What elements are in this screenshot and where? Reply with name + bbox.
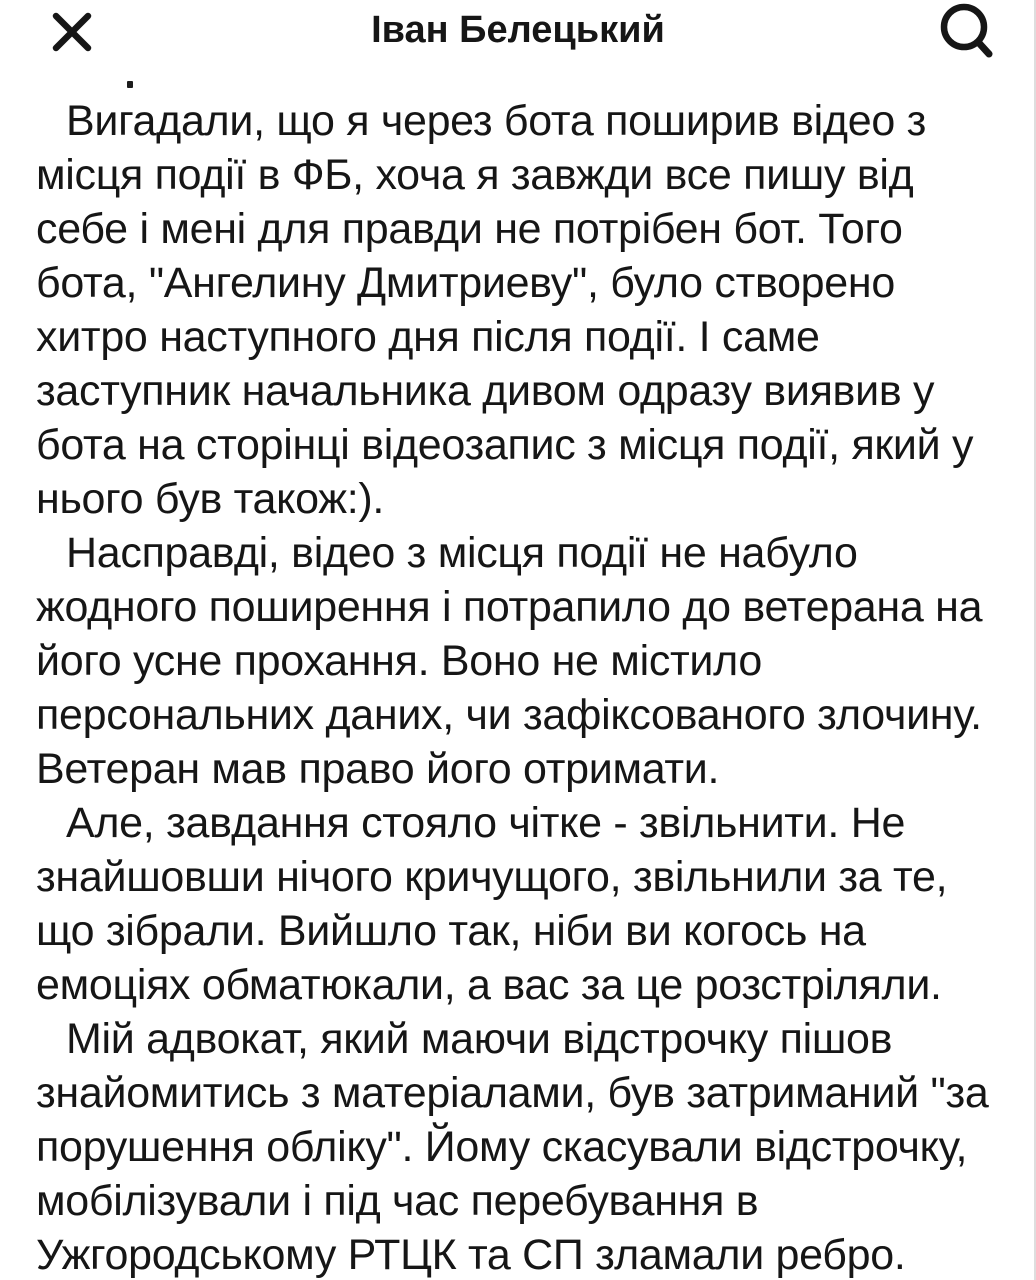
text-line: його усне прохання. Воно не містило [36,637,763,685]
text-line: хитро наступного дня після події. І саме [36,313,820,361]
text-line: жодного поширення і потрапило до ветерана на [36,583,983,631]
text-line: мобілізували і під час перебування в [36,1177,759,1225]
text-line: Мій адвокат, який маючи відстрочку пішов [66,1015,893,1063]
text-line: бота на сторінці відеозапис з місця події, який у [36,421,974,469]
text-line: знайшовши нічого кричущого, звільнили за те, [36,853,948,901]
header-bar [0,0,1036,64]
page-title: Іван Белецький [371,9,665,51]
text-line: порушення обліку". Йому скасували відстрочку, [36,1123,968,1171]
text-line: місця події в ФБ, хоча я завжди все пишу від [36,151,914,199]
text-line: нього був також:). [36,475,385,523]
truncated-text-dot [127,81,133,88]
search-button[interactable] [932,0,1004,64]
text-line: що зібрали. Вийшло так, ніби ви когось на [36,907,866,955]
text-line: Але, завдання стояло чітке - звільнити. Не [66,799,906,847]
post-text [36,94,996,1280]
text-line: Ужгородському РТЦК та СП зламали ребро. [36,1231,906,1279]
search-icon [938,2,998,62]
text-line: себе і мені для правди не потрібен бот. Того [36,205,903,253]
text-line: емоціях обматюкали, а вас за це розстріляли. [36,961,942,1009]
text-line: Ветеран мав право його отримати. [36,745,720,793]
text-line: заступник начальника дивом одразу виявив у [36,367,935,415]
text-line: знайомитись з матеріалами, був затриманий "за [36,1069,989,1117]
text-line: Вигадали, що я через бота поширив відео з [66,97,927,145]
text-line: бота, "Ангелину Дмитриеву", було створено [36,259,895,307]
text-line: персональних даних, чи зафіксованого злочину. [36,691,982,739]
text-line: Насправді, відео з місця події не набуло [66,529,858,577]
